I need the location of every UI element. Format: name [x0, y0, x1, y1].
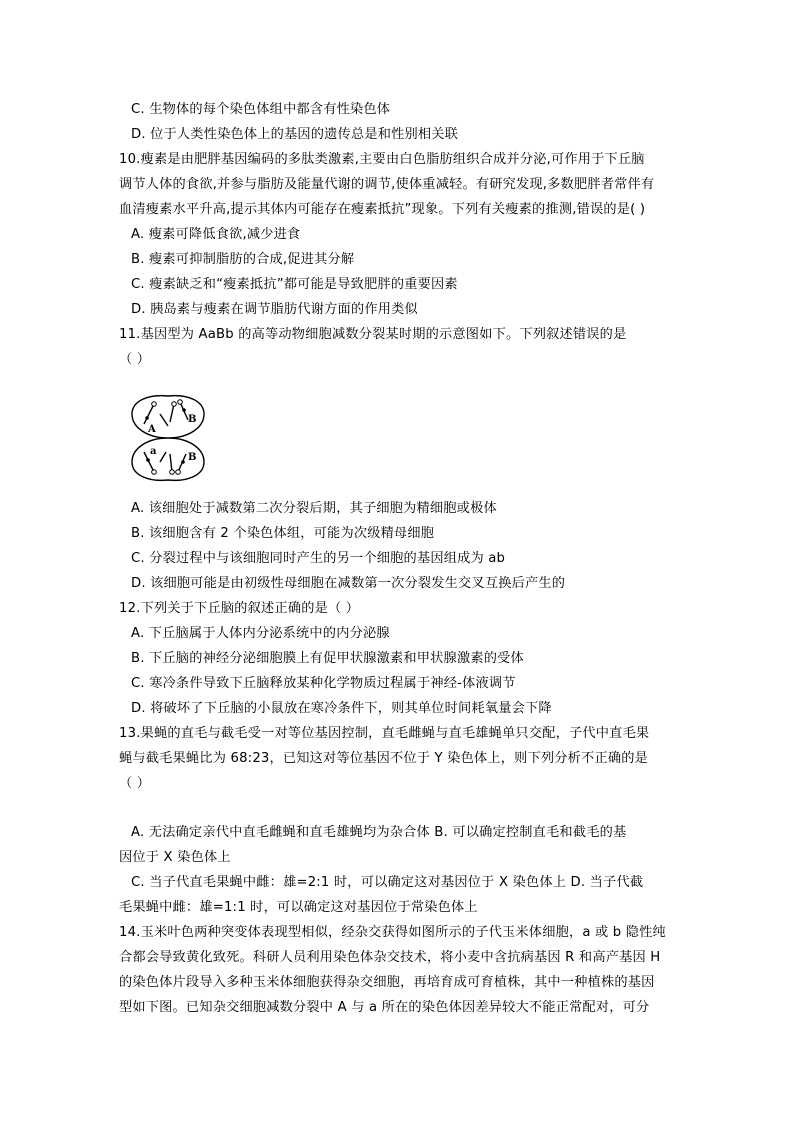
chromosome-upper-left [144, 404, 154, 424]
gene-label-B-lower: B [188, 452, 197, 463]
q12-stem: 12.下列关于下丘脑的叙述正确的是（ ） [119, 601, 360, 616]
q13-stem-line-3: （ ） [119, 776, 151, 791]
q12-option-d: D. 将破坏了下丘脑的小鼠放在寒冷条件下，则其单位时间耗氧量会下降 [131, 701, 552, 716]
gene-dot-a-upper [145, 416, 149, 420]
q10-option-c: C. 瘦素缺乏和“瘦素抵抗”都可能是导致肥胖的重要因素 [131, 277, 458, 292]
q14-stem-line-3: 的染色体片段导入多种玉米体细胞获得杂交细胞，再培育成可育植株，其中一种植株的基因 [119, 975, 655, 990]
q12-option-b: B. 下丘脑的神经分泌细胞膜上有促甲状腺激素和甲状腺激素的受体 [131, 651, 524, 666]
q10-stem-line-1: 10.瘦素是由肥胖基因编码的多肽类激素,主要由白色脂肪组织合成并分泌,可作用于下丘脑 [119, 152, 645, 167]
q11-stem-line-1: 11.基因型为 AaBb 的高等动物细胞减数分裂某时期的示意图如下。下列叙述错误的是 [119, 327, 627, 342]
q11-option-d: D. 该细胞可能是由初级性母细胞在减数第一次分裂发生交叉互换后产生的 [131, 576, 566, 591]
q11-stem-line-2: （ ） [119, 352, 151, 367]
q10-stem-line-3: 血清瘦素水平升高,提示其体内可能存在瘦素抵抗”现象。下列有关瘦素的推测,错误的是( ) [119, 202, 646, 217]
q11-option-b: B. 该细胞含有 2 个染色体组，可能为次级精母细胞 [131, 526, 435, 541]
centromere-upper-right [178, 400, 183, 405]
gene-label-A: A [148, 424, 156, 435]
gene-dot-b-lower [181, 460, 185, 464]
q13-option-line-1: A. 无法确定亲代中直毛雌蝇和直毛雄蝇均为杂合体 B. 可以确定控制直毛和截毛的基 [131, 825, 627, 840]
q12-option-a: A. 下丘脑属于人体内分泌系统中的内分泌腺 [131, 626, 390, 641]
q14-stem-line-4: 型如下图。已知杂交细胞减数分裂中 A 与 a 所在的染色体因差异较大不能正常配对，可分 [119, 1000, 650, 1015]
q14-stem-line-2: 合都会导致黄化致死。科研人员利用染色体杂交技术，将小麦中含抗病基因 R 和高产基因 H [119, 950, 661, 965]
q12-option-c: C. 寒冷条件导致下丘脑释放某种化学物质过程属于神经-体液调节 [131, 676, 516, 691]
centromere-lower-left [152, 470, 157, 475]
q11-option-a: A. 该细胞处于减数第二次分裂后期，其子细胞为精细胞或极体 [131, 501, 497, 516]
q10-stem-line-2: 调节人体的食欲,并参与脂肪及能量代谢的调节,使体重减轻。有研究发现,多数肥胖者常伴有 [119, 177, 655, 192]
q10-option-a: A. 瘦素可降低食欲,减少进食 [131, 227, 301, 242]
centromere-lower-right [176, 470, 181, 475]
q10-option-d: D. 胰岛素与瘦素在调节脂肪代谢方面的作用类似 [131, 302, 418, 317]
centromere-lower-middle [170, 470, 175, 475]
cell-division-diagram [128, 392, 208, 484]
q13-stem-line-2: 蝇与截毛果蝇比为 68:23，已知这对等位基因不位于 Y 染色体上，则下列分析不正确的是 [119, 751, 648, 766]
cell-membrane [132, 396, 204, 481]
q13-option-line-2: 因位于 X 染色体上 [119, 850, 231, 865]
q9-option-c: C. 生物体的每个染色体组中都含有性染色体 [131, 102, 391, 117]
q9-option-d: D. 位于人类性染色体上的基因的遗传总是和性别相关联 [131, 127, 459, 142]
chromosome-upper-middle-left [160, 414, 168, 426]
q11-option-c: C. 分裂过程中与该细胞同时产生的另一个细胞的基因组成为 ab [131, 551, 506, 566]
centromere-upper-middle [172, 402, 177, 407]
q10-option-b: B. 瘦素可抑制脂肪的合成,促进其分解 [131, 252, 355, 267]
cell-diagram-svg [128, 392, 208, 484]
chromosome-lower-middle-left [160, 452, 166, 462]
q14-stem-line-1: 14.玉米叶色两种突变体表现型相似，经杂交获得如图所示的子代玉米体细胞，a 或 b 隐性纯 [119, 925, 666, 940]
q13-option-line-4: 毛果蝇中雌：雄=1:1 时，可以确定这对基因位于常染色体上 [119, 900, 478, 915]
q13-option-line-3: C. 当子代直毛果蝇中雌：雄=2:1 时，可以确定这对基因位于 X 染色体上 D. 当子代截 [131, 875, 644, 890]
q13-stem-line-1: 13.果蝇的直毛与截毛受一对等位基因控制，直毛雌蝇与直毛雄蝇单只交配，子代中直毛果 [119, 726, 650, 741]
gene-dot-a-lower [146, 458, 150, 462]
gene-dot-b-upper [182, 408, 186, 412]
gene-label-B-upper: B [188, 414, 197, 425]
gene-label-a: a [150, 446, 157, 457]
centromere-upper-left [152, 402, 157, 407]
